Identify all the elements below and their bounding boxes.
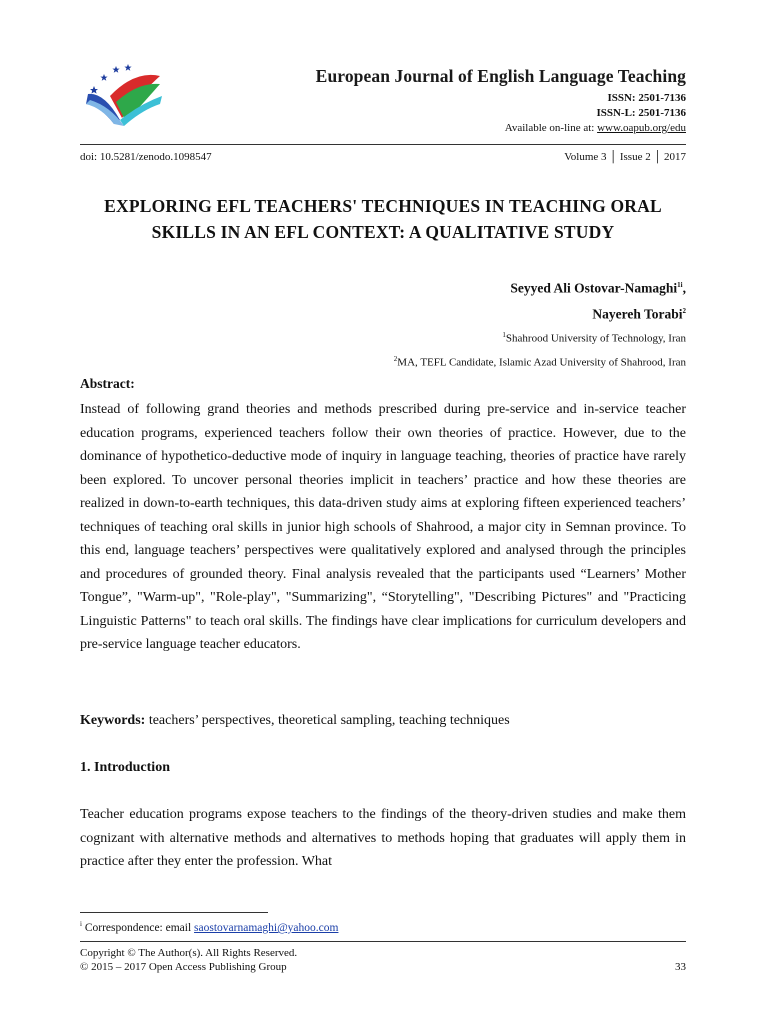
affiliation-2-text: MA, TEFL Candidate, Islamic Azad University of Shahrood, Iran — [397, 356, 686, 369]
issn: ISSN: 2501-7136 — [607, 92, 686, 104]
journal-url-link[interactable]: www.oapub.org/edu — [597, 122, 686, 134]
page-number: 33 — [675, 961, 686, 973]
footnote-label: Correspondence: email — [81, 921, 195, 934]
author-1 — [394, 274, 686, 300]
logo-star-icon — [100, 74, 107, 81]
paper-title — [80, 193, 686, 245]
abstract-heading: Abstract: — [80, 376, 135, 391]
copyright-line-1: Copyright © The Author(s). All Rights Reserved. — [80, 947, 298, 959]
affiliation-2-sup: 2 — [393, 354, 398, 363]
doi: doi: 10.5281/zenodo.1098547 — [80, 151, 212, 163]
authors-block — [394, 274, 686, 372]
volume-issue: Volume 3 │ Issue 2 │ 2017 — [564, 151, 686, 163]
journal-title: European Journal of English Language Teaching — [315, 66, 686, 86]
affiliation-1-sup: 1 — [502, 331, 506, 339]
doi-row — [80, 151, 686, 163]
author-1-sup: 1i — [677, 281, 683, 289]
available-online — [316, 121, 686, 136]
logo-star-icon — [112, 66, 119, 73]
footnote — [80, 920, 338, 934]
page-footer — [80, 946, 686, 974]
keywords-text: teachers’ perspectives, theoretical sampling, teaching techniques — [145, 713, 510, 728]
introduction-text: Teacher education programs expose teachers to the findings of the theory-driven studies and make them cognizant with alternative methods and alternatives to methods hoping that graduates will apply them in practice after they enter the profession. What — [80, 807, 686, 869]
affiliation-1 — [394, 325, 686, 349]
author-2-sup: 2 — [682, 306, 686, 315]
journal-header — [316, 66, 686, 136]
footnote-sup: i — [80, 920, 82, 928]
footnote-divider — [80, 912, 268, 913]
author-2-name: Nayereh Torabi — [592, 306, 683, 321]
header-divider — [80, 144, 686, 145]
available-label: Available on-line at: — [504, 122, 598, 134]
copyright-line-2: © 2015 – 2017 Open Access Publishing Group — [80, 961, 287, 973]
keywords-label: Keywords: — [80, 713, 146, 728]
author-1-name: Seyyed Ali Ostovar-Namaghi — [510, 280, 678, 296]
affiliation-1-text: Shahrood University of Technology, Iran — [505, 332, 686, 345]
title-line-1: EXPLORING EFL TEACHERS' TECHNIQUES IN TEACHING ORAL — [104, 196, 662, 216]
abstract-text: Instead of following grand theories and methods prescribed during pre-service and in-service teacher education programs, experienced teachers follow their own theories of practice. However, due to the dominance of hypothetico-deductive mode of inquiry in language teaching, theories of practice have rarely been explored. To uncover personal theories implicit in teachers’ practice and how these theories are realized in down-to-earth techniques, this data-driven study aims at exploring fifteen experienced teachers’ techniques of teaching oral skills in junior high schools of Shahrood, a major city in Semnan province. To this end, language teachers’ perspectives were qualitatively explored and analysed through the principles and procedures of grounded theory. Final analysis revealed that the participants used “Learners’ Mother Tongue”, "Warm-up", "Role-play", "Summarizing", “Storytelling", "Describing Pictures" and "Practicing Linguistic Patterns" to teach oral skills. The findings have clear implications for curriculum developers and pre-service language teacher educators. — [80, 402, 686, 652]
introduction-heading: 1. Introduction — [80, 760, 170, 775]
book-logo-icon — [80, 62, 164, 130]
logo-star-icon — [90, 86, 98, 94]
author-1-suffix: , — [682, 280, 686, 296]
keywords — [80, 713, 510, 729]
correspondence-email-link[interactable]: saostovarnamaghi@yahoo.com — [194, 921, 339, 934]
title-line-2: SKILLS IN AN EFL CONTEXT: A QUALITATIVE STUDY — [151, 222, 615, 242]
author-2 — [394, 300, 686, 326]
logo-star-icon — [124, 64, 131, 71]
footer-divider — [80, 941, 686, 942]
issn-l: ISSN-L: 2501-7136 — [596, 107, 686, 119]
affiliation-2 — [394, 349, 686, 373]
